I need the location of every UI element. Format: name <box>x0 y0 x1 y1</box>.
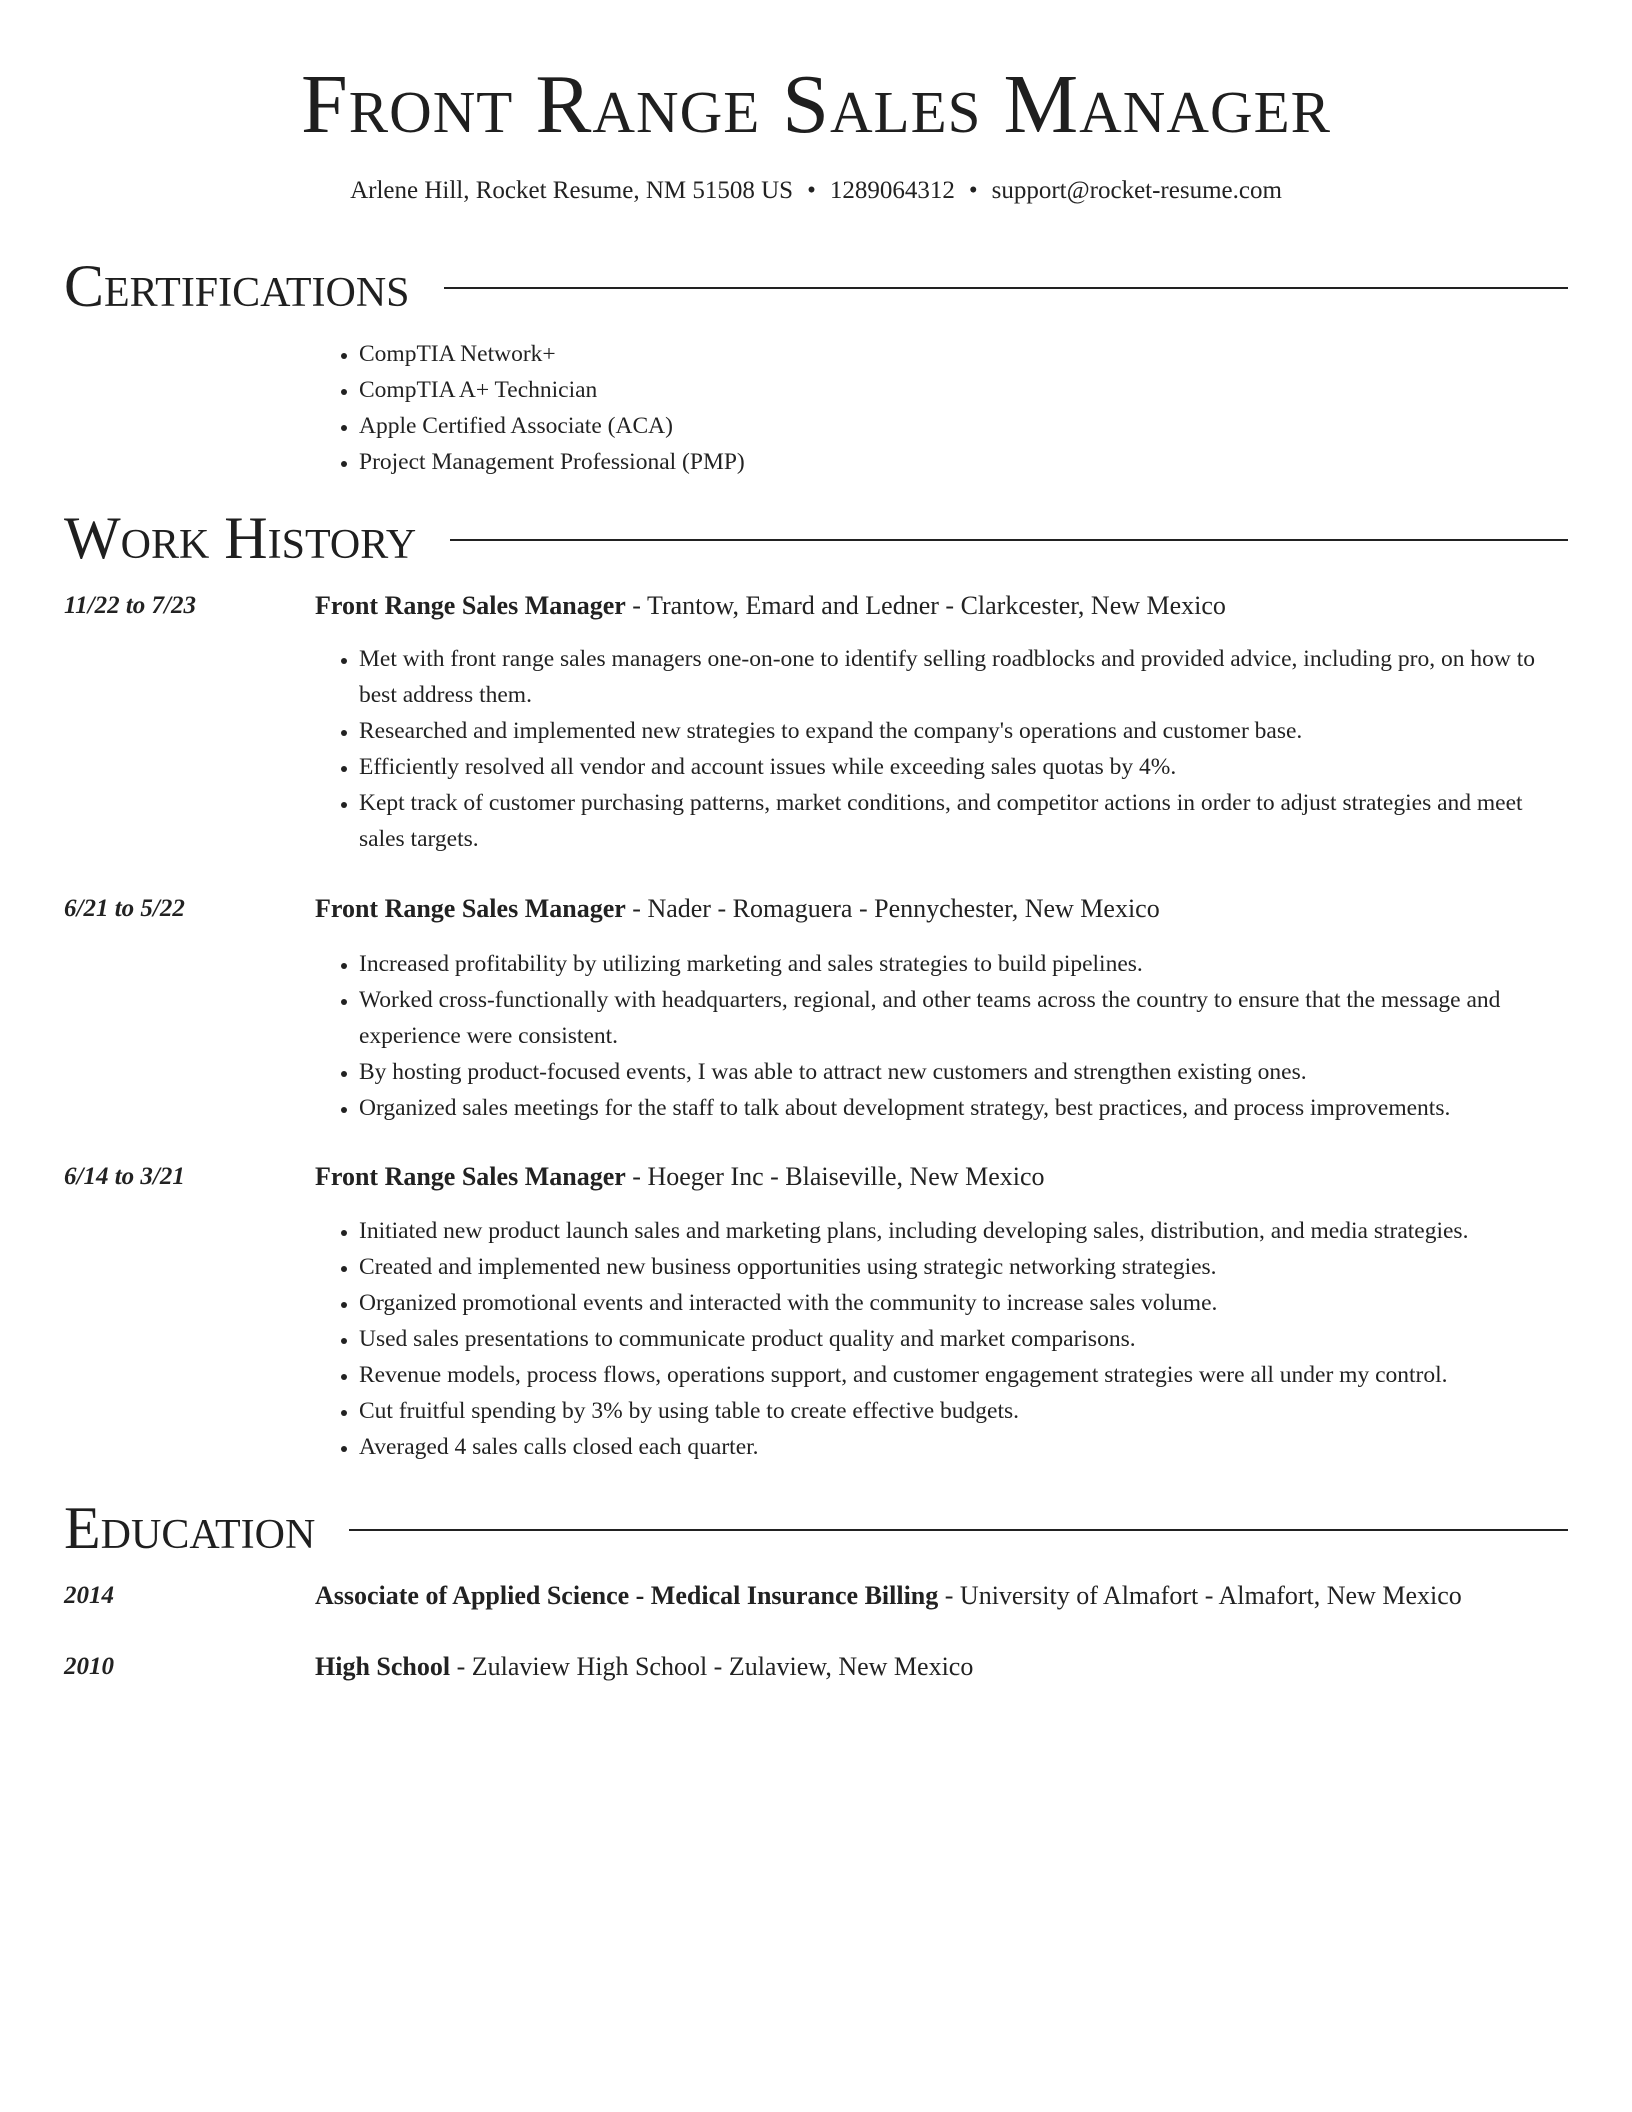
contact-line <box>0 174 1632 208</box>
contact-separator: • <box>807 177 816 204</box>
certifications-heading: Certifications <box>64 253 410 319</box>
work-history-section-heading <box>64 506 1568 570</box>
work-history-heading: Work History <box>64 505 417 571</box>
job-bullet: • Used sales presentations to communicate product quality and market comparisons. <box>359 1321 1568 1357</box>
job-details: - Hoeger Inc - Blaiseville, New Mexico <box>625 1162 1045 1191</box>
education-details: - Zulaview High School - Zulaview, New Mexico <box>450 1652 974 1681</box>
job-bullet: • Researched and implemented new strategies to expand the company's operations and customer base. <box>359 713 1568 749</box>
section-divider <box>450 539 1568 541</box>
education-entry <box>315 1650 1568 1684</box>
job-bullet-list <box>315 1213 1568 1465</box>
contact-address: Arlene Hill, Rocket Resume, NM 51508 US <box>350 177 794 204</box>
job-title: Front Range Sales Manager <box>315 894 626 923</box>
job-bullet: • Kept track of customer purchasing patterns, market conditions, and competitor actions in order to adjust strategies and meet sales targets. <box>359 785 1568 857</box>
contact-separator: • <box>968 177 978 204</box>
section-divider <box>444 287 1568 289</box>
job-details: - Nader - Romaguera - Pennychester, New Mexico <box>625 894 1160 923</box>
job-bullet: • By hosting product-focused events, I was able to attract new customers and strengthen existing ones. <box>359 1054 1568 1090</box>
job-title: Front Range Sales Manager <box>315 591 626 620</box>
job-title: Front Range Sales Manager <box>315 1162 626 1191</box>
education-degree: High School <box>315 1652 451 1681</box>
contact-email: support@rocket-resume.com <box>991 177 1282 204</box>
job-bullet: • Efficiently resolved all vendor and account issues while exceeding sales quotas by 4%. <box>359 749 1568 785</box>
job-bullet: • Initiated new product launch sales and marketing plans, including developing sales, distribution, and media strategies. <box>359 1213 1568 1249</box>
education-entry <box>315 1579 1568 1613</box>
job-bullet: • Created and implemented new business opportunities using strategic networking strategies. <box>359 1249 1568 1285</box>
education-section-heading <box>64 1496 1568 1560</box>
certifications-list <box>315 336 1568 480</box>
job-bullet-list <box>315 641 1568 857</box>
education-degree: Associate of Applied Science - Medical Insurance Billing <box>315 1581 939 1610</box>
job-dates: 6/21 to 5/22 <box>64 895 185 922</box>
section-divider <box>349 1529 1568 1531</box>
education-heading: Education <box>64 1495 316 1561</box>
education-year: 2014 <box>64 1582 114 1609</box>
resume-title: Front Range Sales Manager <box>301 58 1331 151</box>
contact-phone: 1289064312 <box>829 177 955 204</box>
job-bullet: • Met with front range sales managers one-on-one to identify selling roadblocks and provided advice, including pro, on how to best address them. <box>359 641 1568 713</box>
certification-item: • CompTIA Network+ <box>359 336 1568 372</box>
job-header <box>315 1160 1568 1194</box>
job-bullet: • Cut fruitful spending by 3% by using table to create effective budgets. <box>359 1393 1568 1429</box>
job-bullet: • Worked cross-functionally with headquarters, regional, and other teams across the country to ensure that the message and experience were consistent. <box>359 982 1568 1054</box>
job-bullet-list <box>315 946 1568 1126</box>
job-bullet: • Averaged 4 sales calls closed each quarter. <box>359 1429 1568 1465</box>
job-header <box>315 892 1568 926</box>
job-bullet: • Organized promotional events and interacted with the community to increase sales volume. <box>359 1285 1568 1321</box>
job-dates: 11/22 to 7/23 <box>64 592 196 619</box>
job-header <box>315 589 1568 623</box>
job-dates: 6/14 to 3/21 <box>64 1163 185 1190</box>
job-bullet: • Increased profitability by utilizing marketing and sales strategies to build pipelines. <box>359 946 1568 982</box>
certification-item: • Project Management Professional (PMP) <box>359 444 1568 480</box>
job-details: - Trantow, Emard and Ledner - Clarkcester, New Mexico <box>625 591 1226 620</box>
certifications-section-heading <box>64 254 1568 318</box>
job-bullet: • Organized sales meetings for the staff to talk about development strategy, best practices, and process improvements. <box>359 1090 1568 1126</box>
certification-item: • CompTIA A+ Technician <box>359 372 1568 408</box>
certification-item: • Apple Certified Associate (ACA) <box>359 408 1568 444</box>
education-details: - University of Almafort - Almafort, New Mexico <box>938 1581 1462 1610</box>
education-year: 2010 <box>64 1653 114 1680</box>
job-bullet: • Revenue models, process flows, operations support, and customer engagement strategies were all under my control. <box>359 1357 1568 1393</box>
